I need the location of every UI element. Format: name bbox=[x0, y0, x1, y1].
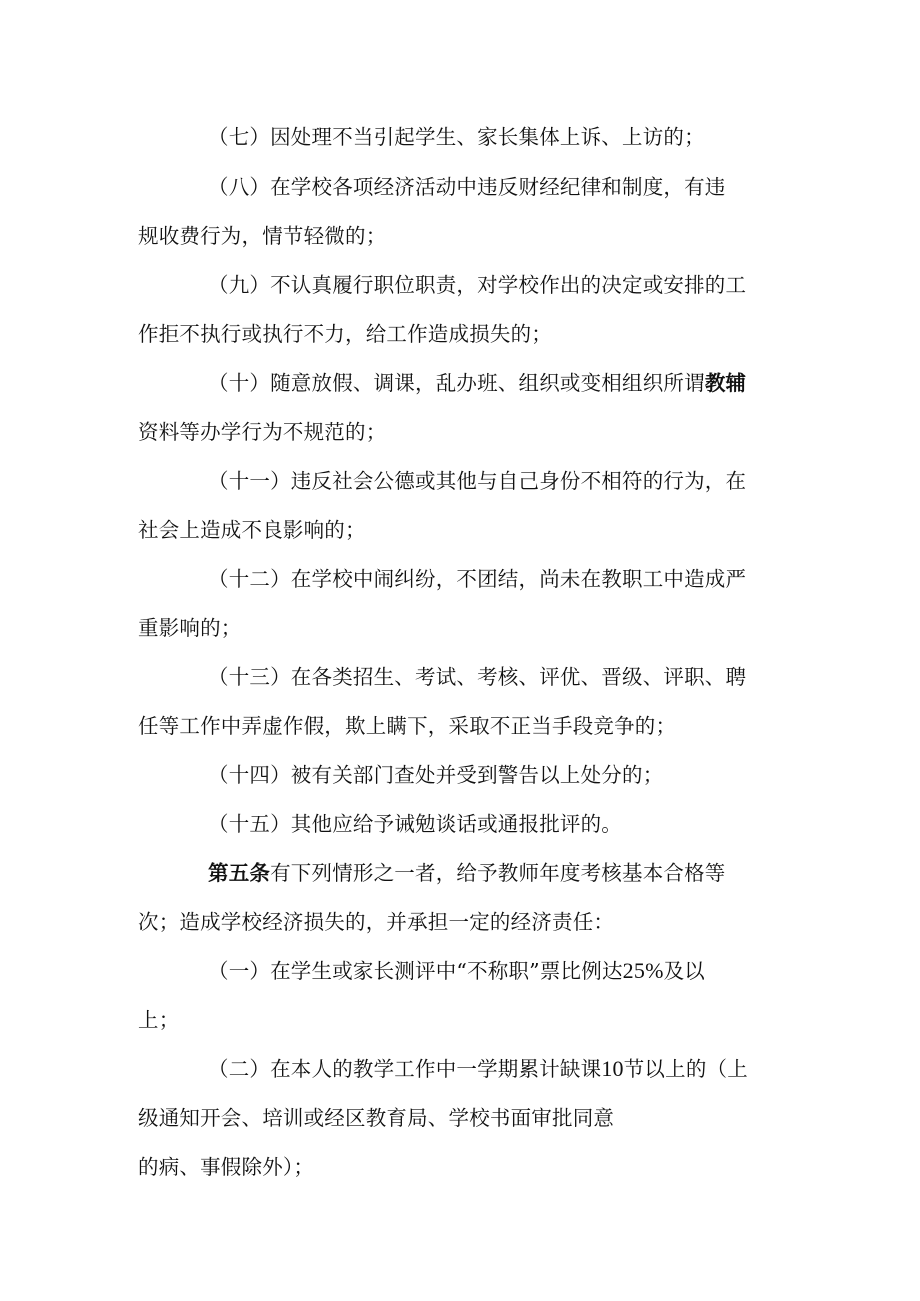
paragraph-item-10-line-2 bbox=[138, 417, 386, 447]
paragraph-item-15 bbox=[208, 809, 622, 839]
text-line: 作拒不执行或执行不力，给工作造成损失的； bbox=[138, 322, 552, 346]
number-value: 10 bbox=[601, 1056, 624, 1081]
text-line: 次；造成学校经济损失的，并承担一定的经济责任： bbox=[138, 910, 615, 934]
text-line: （十四）被有关部门查处并受到警告以上处分的； bbox=[208, 763, 664, 787]
text-line: （十二）在学校中闹纠纷，不团结，尚未在教职工中造成严 bbox=[208, 567, 747, 591]
text-line: （十三）在各类招生、考试、考核、评优、晋级、评职、聘 bbox=[208, 665, 747, 689]
text-line: （七）因处理不当引起学生、家长集体上诉、上访的； bbox=[208, 125, 705, 149]
text-line: （一）在学生或家长测评中“不称职”票比例达 bbox=[208, 959, 623, 983]
text-line: 有下列情形之一者，给予教师年度考核基本合格等 bbox=[270, 861, 726, 885]
bold-text: 教辅 bbox=[704, 371, 747, 395]
text-line: 的病、事假除外）； bbox=[138, 1155, 315, 1179]
paragraph-item-8-line-1 bbox=[208, 172, 726, 202]
article-5-item-2-line-2 bbox=[138, 1103, 614, 1133]
article-5-line-2 bbox=[138, 907, 614, 937]
paragraph-item-11-line-2 bbox=[138, 515, 366, 545]
text-line: 重影响的； bbox=[138, 616, 242, 640]
article-5-item-1-line-2 bbox=[138, 1005, 179, 1035]
text-line: （八）在学校各项经济活动中违反财经纪律和制度，有违 bbox=[208, 175, 726, 199]
text-line: 社会上造成不良影响的； bbox=[138, 518, 366, 542]
paragraph-item-12-line-2 bbox=[138, 613, 242, 643]
paragraph-item-13-line-2 bbox=[138, 711, 676, 741]
text-line: 上； bbox=[138, 1008, 180, 1032]
text-line: 级通知开会、培训或经区教育局、学校书面审批同意 bbox=[138, 1106, 615, 1130]
article-5-line-1 bbox=[208, 858, 726, 888]
text-line: 规收费行为，情节轻微的； bbox=[138, 224, 387, 248]
percentage-value: 25% bbox=[622, 958, 664, 983]
text-line: （十）随意放假、调课，乱办班、组织或变相组织所谓 bbox=[208, 371, 705, 395]
text-line: （九）不认真履行职位职责，对学校作出的决定或安排的工 bbox=[208, 273, 747, 297]
paragraph-item-8-line-2 bbox=[138, 221, 386, 251]
text-line: （十五）其他应给予诫勉谈话或通报批评的。 bbox=[208, 812, 622, 836]
paragraph-item-10-line-1 bbox=[208, 368, 746, 398]
text-line: （十一）违反社会公德或其他与自己身份不相符的行为，在 bbox=[208, 469, 747, 493]
paragraph-item-9-line-1 bbox=[208, 270, 746, 300]
text-line: 资料等办学行为不规范的； bbox=[138, 420, 387, 444]
text-line: （二）在本人的教学工作中一学期累计缺课 bbox=[208, 1057, 602, 1081]
article-5-item-2-line-3 bbox=[138, 1152, 314, 1182]
paragraph-item-11-line-1 bbox=[208, 466, 746, 496]
article-5-item-2-line-1 bbox=[208, 1054, 748, 1084]
text-line: 及以 bbox=[663, 959, 706, 983]
paragraph-item-14 bbox=[208, 760, 663, 790]
article-heading: 第五条 bbox=[208, 861, 271, 885]
article-5-item-1-line-1 bbox=[208, 956, 705, 986]
paragraph-item-12-line-1 bbox=[208, 564, 746, 594]
text-line: 节以上的（上 bbox=[623, 1057, 748, 1081]
paragraph-item-7 bbox=[208, 122, 705, 152]
paragraph-item-9-line-2 bbox=[138, 319, 552, 349]
paragraph-item-13-line-1 bbox=[208, 662, 746, 692]
text-line: 任等工作中弄虚作假，欺上瞒下，采取不正当手段竞争的； bbox=[138, 714, 677, 738]
